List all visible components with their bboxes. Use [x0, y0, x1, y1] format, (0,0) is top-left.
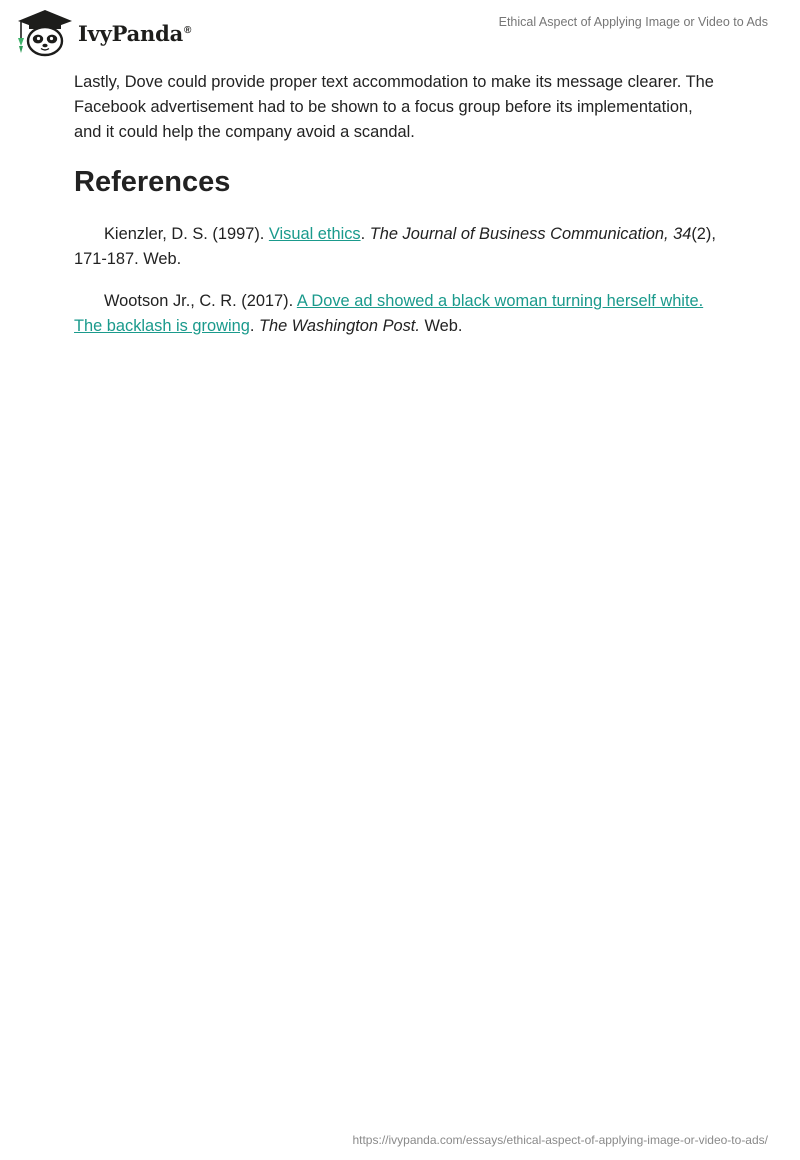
journal-title: The Washington Post.: [258, 317, 420, 335]
ivypanda-logo[interactable]: [14, 8, 191, 58]
body-paragraph: Lastly, Dove could provide proper text accommodation to make its message clearer. The Facebook advertisement had to be shown to a focus group before its implementation, and it could help the company avoid a scandal.: [74, 73, 714, 141]
panda-graduate-icon: [14, 8, 76, 58]
reference-link[interactable]: Visual ethics: [268, 225, 361, 243]
reference-entry: Kienzler, D. S. (1997). Visual ethics. The Journal of Business Communication, 34(2), 171-187. Web.: [74, 225, 716, 268]
references-heading: References: [74, 166, 231, 198]
footer-url[interactable]: https://ivypanda.com/essays/ethical-aspect-of-applying-image-or-video-to-ads/: [352, 1133, 768, 1147]
document-body: [74, 70, 724, 335]
journal-title: The Journal of Business Communication, 34: [369, 225, 692, 243]
document-title: Ethical Aspect of Applying Image or Video to Ads: [498, 15, 768, 29]
reference-link[interactable]: A Dove ad showed a black woman turning herself white. The backlash is growing: [74, 292, 704, 335]
logo-wordmark: IvyPanda®: [78, 20, 192, 46]
reference-entry: Wootson Jr., C. R. (2017). A Dove ad showed a black woman turning herself white. The backlash is growing. The Washington Post. Web.: [74, 292, 704, 335]
page-header: [0, 0, 800, 60]
